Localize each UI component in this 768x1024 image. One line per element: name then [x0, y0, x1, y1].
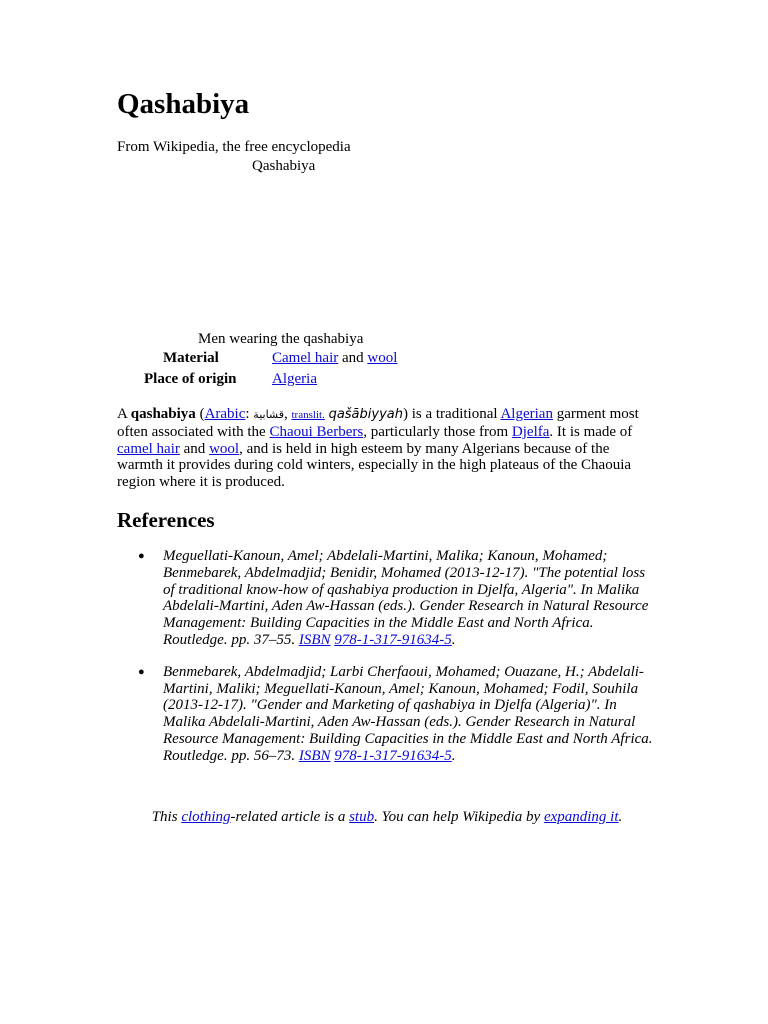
- infobox-image-placeholder: [175, 182, 425, 322]
- link-isbn-number[interactable]: 978-1-317-91634-5: [334, 631, 452, 648]
- link-algerian[interactable]: Algerian: [500, 406, 553, 422]
- reference-item: [117, 548, 657, 649]
- infobox-caption: Men wearing the qashabiya: [198, 331, 364, 347]
- stub-text: -related article is a: [230, 809, 350, 825]
- link-algeria[interactable]: Algeria: [272, 371, 317, 387]
- references-list: [117, 548, 657, 780]
- reference-end: .: [451, 631, 456, 648]
- link-clothing[interactable]: clothing: [181, 809, 231, 825]
- link-translit[interactable]: translit.: [291, 409, 325, 421]
- stub-text: This: [151, 809, 182, 825]
- references-heading: References: [117, 508, 215, 532]
- bullet-icon: ●: [138, 550, 145, 562]
- lead-paragraph: [117, 406, 657, 491]
- reference-text: Meguellati-Kanoun, Amel; Abdelali-Martini, Malika; Kanoun, Mohamed; Benmebarek, Abdelmadjid; Benidir, Mohamed (2013-12-17). "The potential loss of traditional know-how of qashabiya production in Djelfa, Algeria". In Malika Abdelali-Martini, Aden Aw-Hassan (eds.). Gender Research in Natural Resource Management: Building Capacities in the Middle East and North Africa. Routledge. pp. 37–55.: [163, 548, 649, 648]
- lead-text: . It is made of: [549, 423, 633, 440]
- site-subtitle: From Wikipedia, the free encyclopedia: [117, 139, 351, 155]
- lead-text: ) is a traditional: [402, 406, 501, 422]
- lead-text: :: [245, 406, 254, 422]
- reference-end: .: [451, 747, 456, 764]
- stub-text: . You can help Wikipedia by: [374, 809, 544, 825]
- stub-text: .: [618, 809, 623, 825]
- reference-item: [117, 664, 657, 765]
- link-expanding-it[interactable]: expanding it: [543, 809, 619, 825]
- lead-text: ,: [284, 406, 292, 422]
- page-title: Qashabiya: [117, 88, 250, 120]
- link-isbn[interactable]: ISBN: [298, 747, 331, 764]
- link-camel-hair[interactable]: Camel hair: [272, 350, 339, 366]
- infobox-value: [272, 370, 317, 388]
- lead-text: , and is held in high esteem by many Algerians because of the warmth it provides during cold winters, especially in the high plateaus of the Chaouia region where it is produced.: [117, 440, 632, 491]
- link-djelfa[interactable]: Djelfa: [511, 423, 550, 440]
- infobox-label: Place of origin: [144, 371, 237, 387]
- link-arabic[interactable]: Arabic: [204, 406, 246, 422]
- transliteration: qašābiyyah: [328, 407, 403, 422]
- lead-text: garment most often associated with the: [117, 406, 639, 440]
- lead-text: (: [195, 406, 205, 422]
- reference-text: Benmebarek, Abdelmadjid; Larbi Cherfaoui, Mohamed; Ouazane, H.; Abdelali-Martini, Maliki; Meguellati-Kanoun, Amel; Kanoun, Mohamed; Fodil, Souhila (2013-12-17). "Gender and Marketing of qashabiya in Djelfa (Algeria)". In Malika Abdelali-Martini, Aden Aw-Hassan (eds.). Gender Research in Natural Resource Management: Building Capacities in the Middle East and North Africa. Routledge. pp. 56–73.: [163, 663, 653, 764]
- lead-term: qashabiya: [130, 406, 196, 422]
- infobox-value-text: and: [338, 350, 368, 366]
- infobox-title: Qashabiya: [252, 158, 316, 174]
- infobox-row-origin: [117, 370, 417, 390]
- stub-notice: [117, 808, 657, 826]
- lead-text: , particularly those from: [363, 423, 512, 440]
- link-camel-hair[interactable]: camel hair: [117, 440, 180, 457]
- link-isbn[interactable]: ISBN: [298, 631, 331, 648]
- lead-text: and: [179, 440, 210, 457]
- bullet-icon: ●: [138, 665, 145, 678]
- arabic-script: قشابية: [253, 408, 284, 421]
- infobox-label: Material: [163, 350, 219, 366]
- infobox-value: [272, 349, 397, 367]
- link-wool[interactable]: wool: [209, 440, 240, 457]
- link-chaoui-berbers[interactable]: Chaoui Berbers: [269, 423, 364, 440]
- link-wool[interactable]: wool: [367, 350, 398, 366]
- lead-text: A: [117, 406, 131, 422]
- infobox-row-material: [117, 349, 417, 369]
- link-stub[interactable]: stub: [349, 809, 375, 825]
- link-isbn-number[interactable]: 978-1-317-91634-5: [334, 747, 452, 764]
